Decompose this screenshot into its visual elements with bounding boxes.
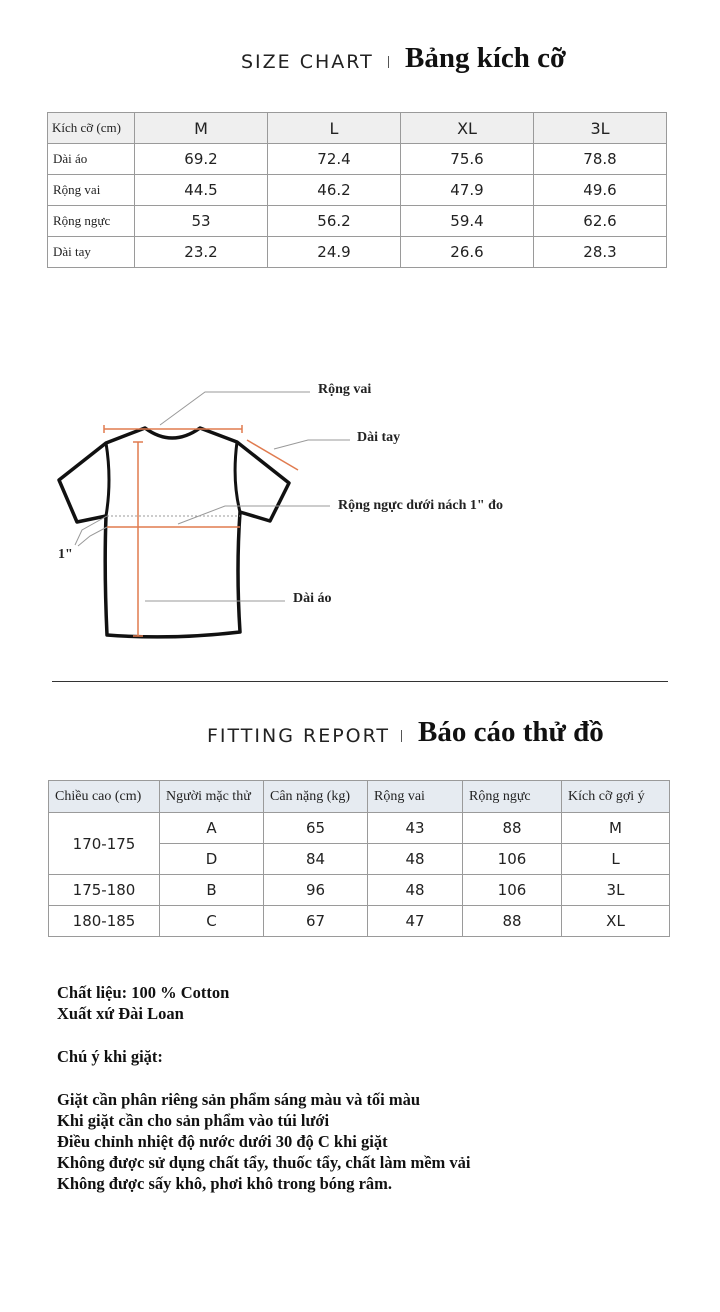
row-label: Dài tay [48,237,135,268]
fitting-report-title-row [0,714,720,754]
table-cell: D [160,844,264,875]
height-cell: 170-175 [49,813,160,875]
table-row [48,175,667,206]
table-cell: 3L [562,875,670,906]
label-shoulder: Rộng vai [318,382,372,397]
label-length: Dài áo [293,591,332,606]
material-text: Chất liệu: 100 % Cotton [57,983,230,1002]
header-model: Người mặc thử [160,781,264,813]
table-cell: 78.8 [534,144,667,175]
table-cell: B [160,875,264,906]
header-height: Chiều cao (cm) [49,781,160,813]
table-cell: 88 [463,906,562,937]
table-cell: 24.9 [268,237,401,268]
table-cell: 48 [368,844,463,875]
table-row [49,813,670,844]
table-cell: 47 [368,906,463,937]
table-cell: XL [562,906,670,937]
size-header-m: M [135,113,268,144]
table-cell: 47.9 [401,175,534,206]
table-cell: 46.2 [268,175,401,206]
table-cell: 59.4 [401,206,534,237]
height-cell: 175-180 [49,875,160,906]
label-inch: 1" [58,547,73,562]
table-cell: A [160,813,264,844]
table-cell: 28.3 [534,237,667,268]
size-chart-title-vi: Bảng kích cỡ [405,42,567,74]
header-chest: Rộng ngực [463,781,562,813]
table-cell: 44.5 [135,175,268,206]
table-cell: 84 [264,844,368,875]
title-separator [401,730,402,742]
sleeve-leader [274,440,350,449]
table-cell: 53 [135,206,268,237]
fitting-report-title-en: FITTING REPORT [207,725,391,747]
table-cell: 26.6 [401,237,534,268]
table-cell: 67 [264,906,368,937]
size-chart-header-row [48,113,667,144]
product-notes [57,982,697,1194]
tshirt-outline [59,428,289,637]
table-cell: 106 [463,844,562,875]
table-cell: 96 [264,875,368,906]
header-size: Kích cỡ gợi ý [562,781,670,813]
header-weight: Cân nặng (kg) [264,781,368,813]
size-header-3l: 3L [534,113,667,144]
fitting-report-title-vi: Báo cáo thử đồ [418,716,604,748]
title-separator [388,56,389,68]
table-cell: 62.6 [534,206,667,237]
row-label: Dài áo [48,144,135,175]
size-header-xl: XL [401,113,534,144]
table-cell: 65 [264,813,368,844]
table-cell: 56.2 [268,206,401,237]
size-header-l: L [268,113,401,144]
size-chart-title-row [0,40,720,80]
tshirt-illustration [0,370,720,660]
table-cell: 49.6 [534,175,667,206]
wash-item: Điều chỉnh nhiệt độ nước dưới 30 độ C khi giặt [57,1132,388,1151]
wash-item: Khi giặt cần cho sản phẩm vào túi lưới [57,1111,330,1130]
label-chest: Rộng ngực dưới nách 1" đo [338,498,503,513]
table-cell: 48 [368,875,463,906]
size-chart-table [47,112,667,268]
table-cell: 106 [463,875,562,906]
tshirt-measurement-diagram [0,370,720,660]
table-cell: 43 [368,813,463,844]
height-cell: 180-185 [49,906,160,937]
wash-item: Không được sấy khô, phơi khô trong bóng râm. [57,1174,393,1193]
table-row [49,906,670,937]
size-chart-title-en: SIZE CHART [241,51,374,73]
table-row [48,144,667,175]
table-cell: L [562,844,670,875]
wash-title: Chú ý khi giặt: [57,1047,163,1066]
table-row [48,206,667,237]
wash-item: Không được sử dụng chất tẩy, thuốc tẩy, chất làm mềm vải [57,1153,471,1172]
fitting-report-table [48,780,670,937]
table-cell: 88 [463,813,562,844]
wash-item: Giặt cần phân riêng sản phẩm sáng màu và tối màu [57,1090,421,1109]
section-divider [52,681,668,682]
table-cell: 75.6 [401,144,534,175]
table-cell: 23.2 [135,237,268,268]
header-shoulder: Rộng vai [368,781,463,813]
table-cell: 69.2 [135,144,268,175]
size-header-label: Kích cỡ (cm) [48,113,135,144]
origin-text: Xuất xứ Đài Loan [57,1004,184,1023]
fitting-header-row [49,781,670,813]
table-row [48,237,667,268]
table-cell: 72.4 [268,144,401,175]
table-cell: C [160,906,264,937]
shoulder-leader [160,392,310,425]
table-row [49,875,670,906]
table-cell: M [562,813,670,844]
label-sleeve: Dài tay [357,430,401,445]
row-label: Rộng ngực [48,206,135,237]
row-label: Rộng vai [48,175,135,206]
